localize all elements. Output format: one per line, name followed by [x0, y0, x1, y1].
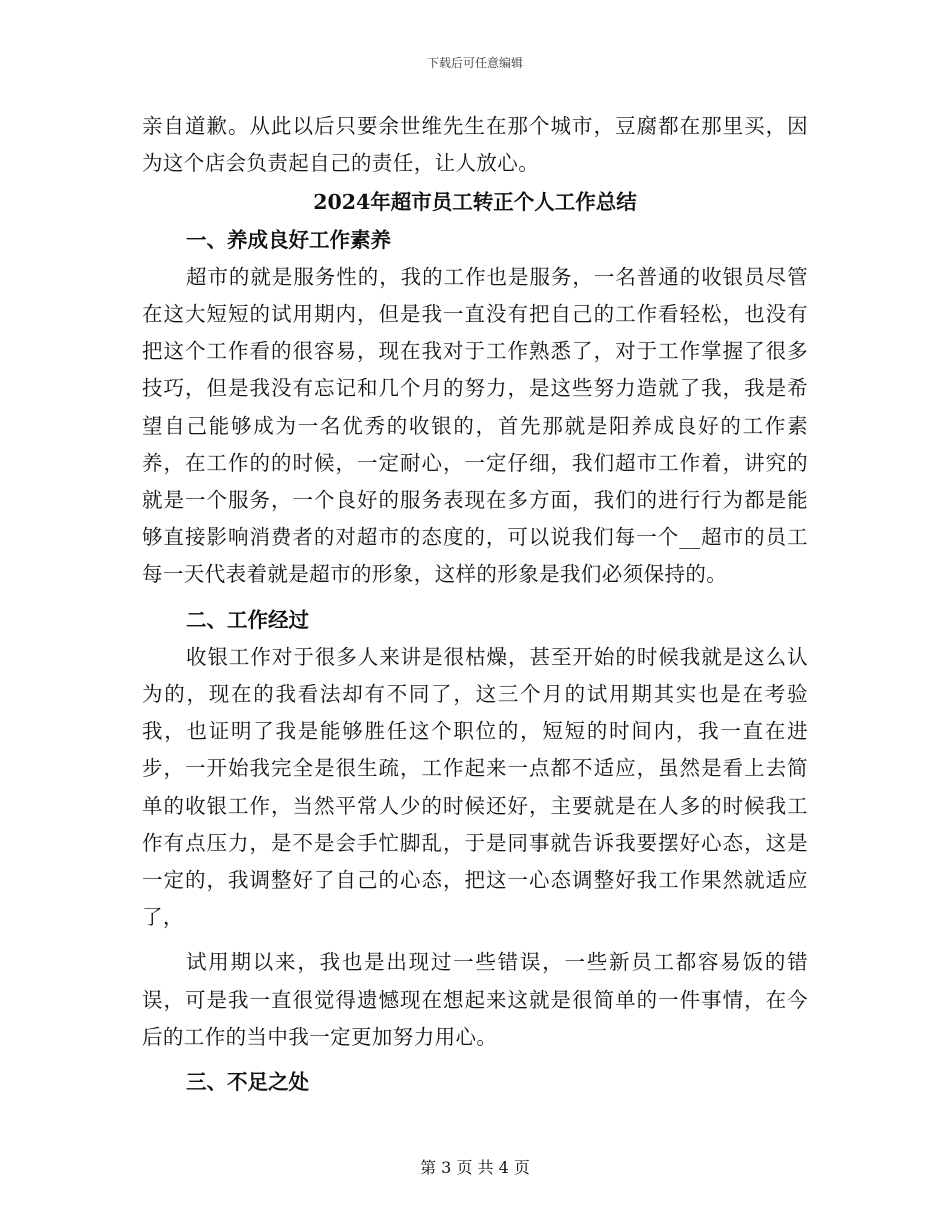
document-body: [142, 108, 808, 1101]
section-1-paragraph-1: 超市的就是服务性的，我的工作也是服务，一名普通的收银员尽管在这大短短的试用期内，但是我一直没有把自己的工作看轻松，也没有把这个工作看的很容易，现在我对于工作熟悉了，对于工作掌握了很多技巧，但是我没有忘记和几个月的努力，是这些努力造就了我，我是希望自己能够成为一名优秀的收银的，首先那就是阳养成良好的工作素养，在工作的的时候，一定耐心，一定仔细，我们超市工作着，讲究的就是一个服务，一个良好的服务表现在多方面，我们的进行行为都是能够直接影响消费者的对超市的态度的，可以说我们每一个__超市的员工每一天代表着就是超市的形象，这样的形象是我们必须保持的。: [142, 264, 808, 587]
document-title: 2024年超市员工转正个人工作总结: [313, 190, 637, 215]
section-2-paragraph-1: 收银工作对于很多人来讲是很枯燥，甚至开始的时候我就是这么认为的，现在的我看法却有不同了，这三个月的试用期其实也是在考验我，也证明了我是能够胜任这个职位的，短短的时间内，我一直在进步，一开始我完全是很生疏，工作起来一点都不适应，虽然是看上去简单的收银工作，当然平常人少的时候还好，主要就是在人多的时候我工作有点压力，是不是会手忙脚乱，于是同事就告诉我要摆好心态，这是一定的，我调整好了自己的心态，把这一心态调整好我工作果然就适应了，: [142, 644, 808, 930]
intro-paragraph: 亲自道歉。从此以后只要余世维先生在那个城市，豆腐都在那里买，因为这个店会负责起自己的责任，让人放心。: [142, 114, 808, 176]
section-2-paragraph-2: 试用期以来，我也是出现过一些错误，一些新员工都容易饭的错误，可是我一直很觉得遗憾现在想起来这就是很简单的一件事情，在今后的工作的当中我一定更加努力用心。: [142, 950, 808, 1049]
page-number-footer: 第 3 页 共 4 页: [420, 1158, 530, 1177]
section-heading-1: 一、养成良好工作素养: [186, 227, 391, 252]
header-note: 下载后可任意编辑: [426, 56, 523, 70]
section-heading-2: 二、工作经过: [186, 607, 309, 632]
section-heading-3: 三、不足之处: [186, 1070, 309, 1095]
